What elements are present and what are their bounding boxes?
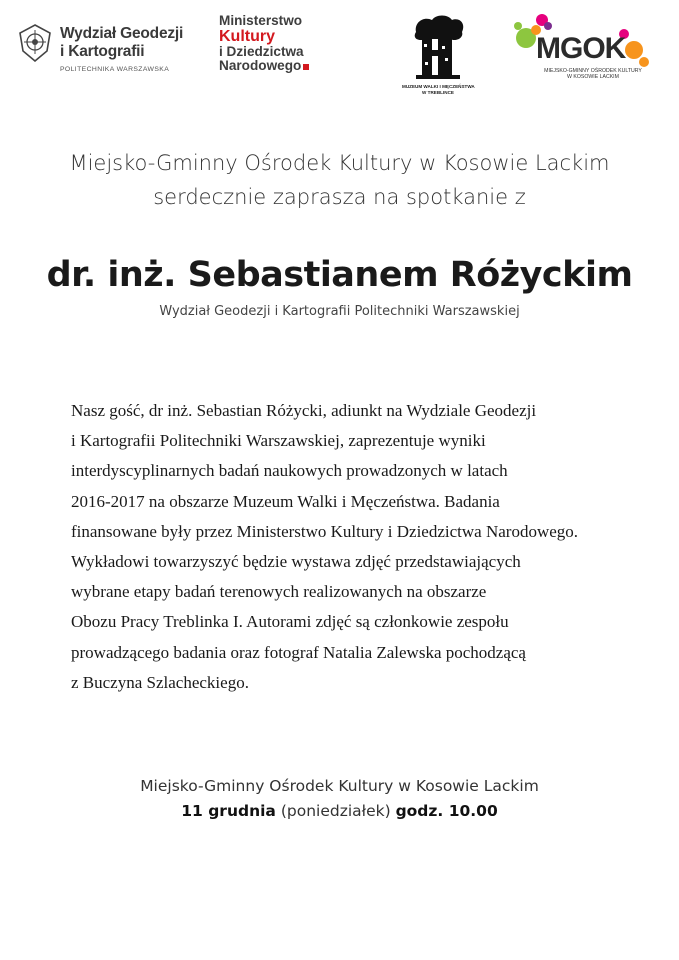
description-line: Wykładowi towarzyszyć będzie wystawa zdjęć przedstawiających [71, 552, 521, 572]
description-line: Obozu Pracy Treblinka I. Autorami zdjęć są członkowie zespołu [71, 612, 509, 632]
footer-organizer: Miejsko-Gminny Ośrodek Kultury w Kosowie Lackim [140, 777, 539, 795]
invitation-line1: Miejsko-Gminny Ośrodek Kultury w Kosowie Lackim [69, 151, 610, 175]
wgik-logo [18, 22, 208, 77]
event-footer [0, 774, 679, 824]
mgok-logo [512, 12, 652, 82]
footer-weekday: (poniedziałek) [280, 802, 391, 820]
description-line: z Buczyna Szlacheckiego. [71, 672, 249, 692]
footer-time: godz. 10.00 [395, 802, 498, 820]
muzeum-logo [402, 14, 474, 96]
footer-date: 11 grudnia [181, 802, 276, 820]
mgok-wordmark: MGOK [536, 32, 626, 65]
mkidn-dot-icon [303, 64, 309, 70]
muzeum-monument-icon [402, 14, 474, 82]
muzeum-caption1: MUZEUM WALKI I MĘCZEŃSTWA [402, 84, 475, 89]
invitation-text [0, 146, 679, 214]
mgok-caption1: MIEJSKO-GMINNY OŚRODEK KULTURY [544, 68, 642, 74]
description-line: i Kartografii Politechniki Warszawskiej, zaprezentuje wyniki [71, 431, 486, 451]
description-line: Nasz gość, dr inż. Sebastian Różycki, adiunkt na Wydziale Geodezji [71, 401, 537, 420]
wgik-crest-icon [18, 24, 52, 62]
wgik-university: POLITECHNIKA WARSZAWSKA [60, 66, 170, 73]
footer-datetime [0, 799, 679, 824]
description-line: interdyscyplinarnych badań naukowych prowadzonych w latach [71, 461, 508, 481]
mkidn-logo [219, 14, 339, 76]
speaker-name: dr. inż. Sebastianem Różyckim [46, 255, 633, 295]
event-description [71, 396, 671, 698]
mkidn-line2: Kultury [219, 27, 275, 45]
invitation-line2: serdecznie zaprasza na spotkanie z [153, 185, 526, 209]
speaker-affiliation: Wydział Geodezji i Kartografii Politechniki Warszawskiej [159, 304, 520, 319]
mkidn-line4: Narodowego [219, 58, 302, 73]
mkidn-line3: i Dziedzictwa [219, 43, 304, 59]
description-line: prowadzącego badania oraz fotograf Natalia Zalewska pochodzącą [71, 642, 526, 662]
description-line: wybrane etapy badań terenowych realizowanych na obszarze [71, 582, 487, 602]
description-line: 2016-2017 na obszarze Muzeum Walki i Męczeństwa. Badania [71, 491, 500, 511]
mgok-caption2: W KOSOWIE LACKIM [567, 74, 619, 80]
description-line: finansowane były przez Ministerstwo Kultury i Dziedzictwa Narodowego. [71, 521, 579, 541]
wgik-name-line1: Wydział Geodezji [60, 25, 184, 42]
wgik-name-line2: i Kartografii [60, 43, 145, 60]
muzeum-caption2: W TREBLINCE [422, 90, 454, 95]
mkidn-line1: Ministerstwo [219, 13, 303, 28]
